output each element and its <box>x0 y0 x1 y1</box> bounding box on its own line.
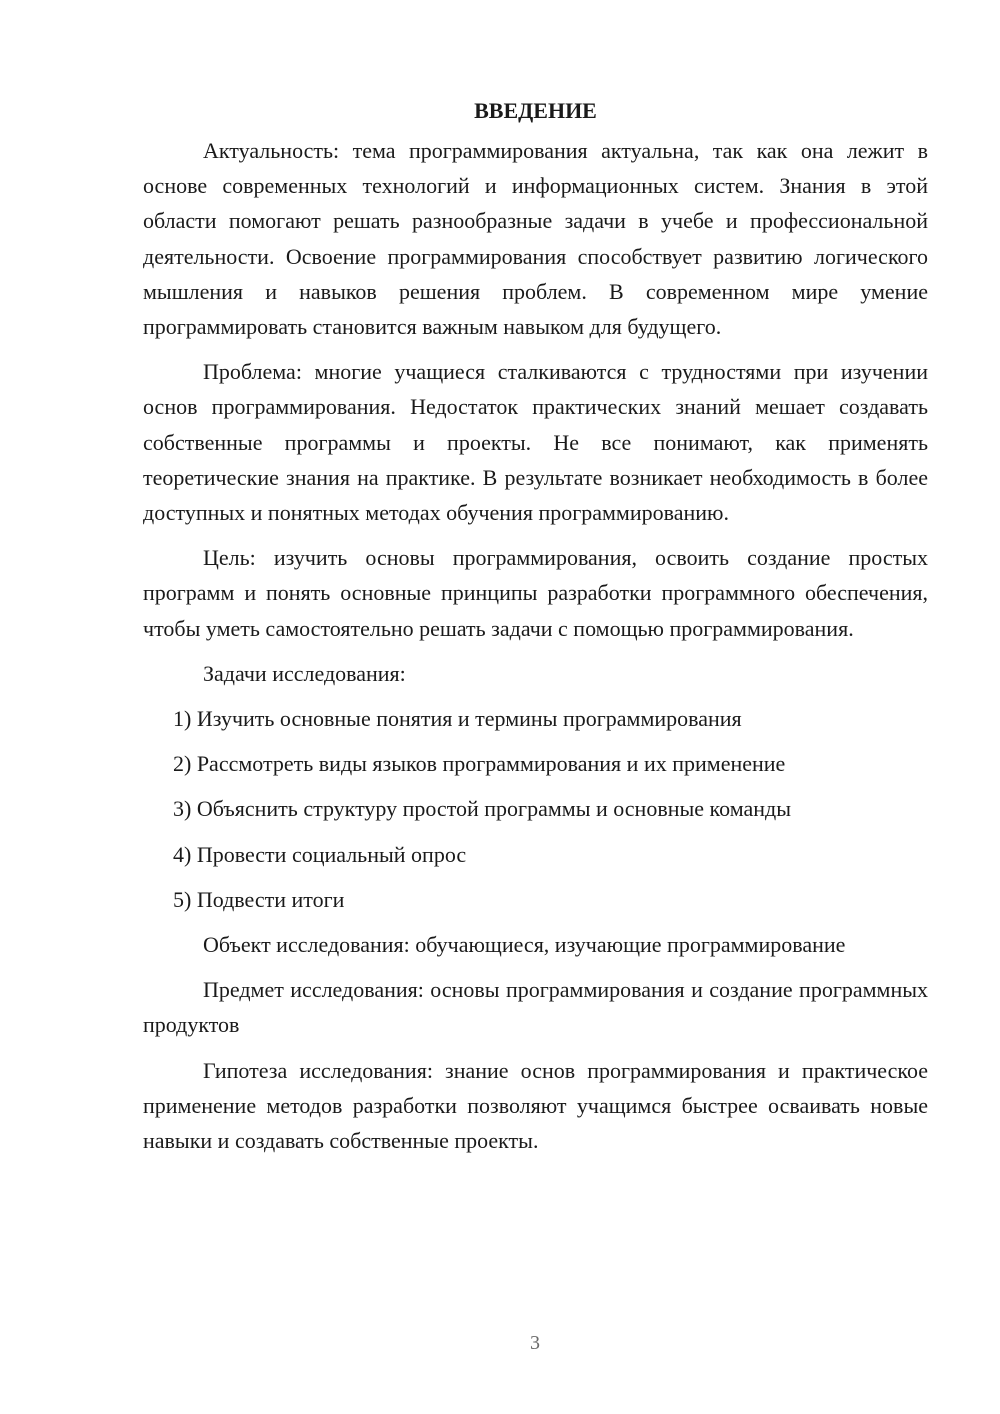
page-number: 3 <box>530 1332 540 1354</box>
paragraph-object: Объект исследования: обучающиеся, изучающие программирование <box>203 932 846 958</box>
task-item: 5) Подвести итоги <box>173 886 345 912</box>
paragraph-subject: Предмет исследования: основы программирования и создание программных продуктов <box>143 977 928 1038</box>
paragraph-hypothesis: Гипотеза исследования: знание основ программирования и практическое применение методов разработки позволяют учащимся быстрее осваивать новые навыки и создавать собственные проекты. <box>143 1057 928 1154</box>
page-title: ВВЕДЕНИЕ <box>474 98 597 123</box>
task-item: 3) Объяснить структуру простой программы и основные команды <box>173 796 791 822</box>
page-content <box>143 91 928 1168</box>
paragraph-goal: Цель: изучить основы программирования, освоить создание простых программ и понять основные принципы разработки программного обеспечения, чтобы уметь самостоятельно решать задачи с помощью программирования. <box>143 545 928 641</box>
paragraph-relevance: Актуальность: тема программирования актуальна, так как она лежит в основе современных технологий и информационных систем. Знания в этой области помогают решать разнообразные задачи в учебе и профессиональной деятельности. Освоение программирования способствует развитию логического мышления и навыков решения проблем. В современном мире умение программировать становится важным навыком для будущего. <box>143 138 928 340</box>
task-list <box>143 701 928 917</box>
paragraph-problem: Проблема: многие учащиеся сталкиваются с трудностями при изучении основ программирования. Недостаток практических знаний мешает создавать собственные программы и проекты. Не все понимают, как применять теоретические знания на практике. В результате возникает необходимость в более доступных и понятных методах обучения программированию. <box>143 359 928 526</box>
task-item: 2) Рассмотреть виды языков программирования и их применение <box>173 751 786 777</box>
tasks-heading: Задачи исследования: <box>203 660 406 686</box>
task-item: 4) Провести социальный опрос <box>173 841 467 867</box>
task-item: 1) Изучить основные понятия и термины программирования <box>173 706 742 732</box>
